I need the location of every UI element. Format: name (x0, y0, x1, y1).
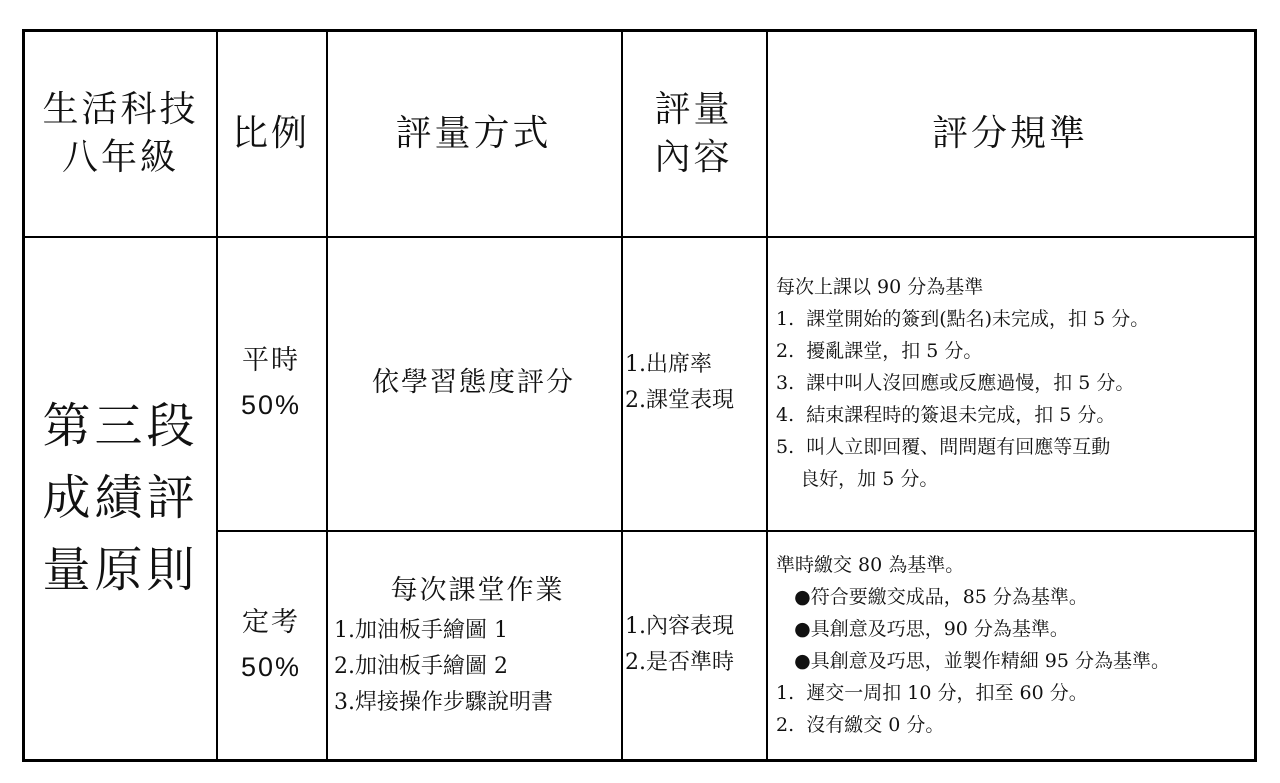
row2-method-title: 每次課堂作業 (390, 574, 565, 606)
header-subject (25, 32, 216, 236)
header-subject-line2: 八年級 (61, 137, 179, 178)
row1-rubric-line: 2. 擾亂課堂，扣 5 分。 (776, 340, 983, 362)
row1-percent: 50% (240, 390, 302, 420)
row1-content (623, 236, 766, 530)
row1-content-item: 1.出席率 (625, 352, 712, 377)
header-content-line2: 內容 (654, 137, 733, 178)
header-method (326, 32, 621, 236)
row1-rubric (768, 236, 1254, 530)
header-rubric (766, 32, 1254, 236)
row2-method (326, 530, 621, 759)
section-title-line: 量原則 (42, 541, 199, 598)
row2-rubric-line: 1. 遲交一周扣 10 分，扣至 60 分。 (776, 681, 1088, 704)
row1-method-text: 依學習態度評分 (372, 367, 575, 398)
row2-rubric-line: 準時繳交 80 為基準。 (776, 553, 965, 576)
header-content-line1: 評量 (654, 89, 733, 130)
row1-rubric-line: 4. 結束課程時的簽退未完成，扣 5 分。 (776, 404, 1116, 426)
row1-method (326, 236, 621, 530)
row1-type: 平時 (242, 345, 300, 376)
header-subject-line1: 生活科技 (42, 89, 199, 130)
row2-rubric (768, 530, 1254, 759)
row2-content-item: 1.內容表現 (625, 613, 734, 639)
header-method-label: 評量方式 (395, 113, 552, 154)
header-content (621, 32, 766, 236)
section-title-line: 第三段 (42, 397, 199, 454)
row2-percent: 50% (240, 651, 302, 682)
section-title (25, 236, 216, 759)
header-ratio-label: 比例 (231, 113, 310, 154)
row2-rubric-line: ●具創意及巧思，90 分為基準。 (776, 617, 1069, 640)
row2-ratio (216, 530, 326, 759)
row1-rubric-line: 良好，加 5 分。 (776, 468, 939, 490)
grading-table (22, 29, 1257, 762)
header-ratio (216, 32, 326, 236)
header-rubric-label: 評分規準 (931, 113, 1088, 154)
row2-method-item: 3.焊接操作步驟說明書 (334, 689, 553, 715)
row2-rubric-line: ●符合要繳交成品，85 分為基準。 (776, 585, 1088, 608)
row1-rubric-line: 每次上課以 90 分為基準 (776, 276, 984, 298)
row1-content-item: 2.課堂表現 (625, 388, 734, 413)
row2-method-item: 2.加油板手繪圖 2 (334, 653, 508, 679)
row2-content-item: 2.是否準時 (625, 649, 734, 675)
row1-rubric-line: 3. 課中叫人沒回應或反應過慢，扣 5 分。 (776, 372, 1135, 394)
row1-ratio (216, 236, 326, 530)
row2-content (623, 530, 766, 759)
row2-method-item: 1.加油板手繪圖 1 (334, 617, 508, 643)
row1-rubric-line: 5. 叫人立即回覆、問問題有回應等互動 (776, 436, 1111, 458)
section-title-line: 成績評 (42, 469, 199, 526)
row1-rubric-line: 1. 課堂開始的簽到(點名)未完成，扣 5 分。 (776, 308, 1150, 330)
row2-rubric-line: 2. 沒有繳交 0 分。 (776, 713, 945, 736)
row2-rubric-line: ●具創意及巧思，並製作精細 95 分為基準。 (776, 649, 1170, 672)
row2-type: 定考 (242, 606, 300, 638)
